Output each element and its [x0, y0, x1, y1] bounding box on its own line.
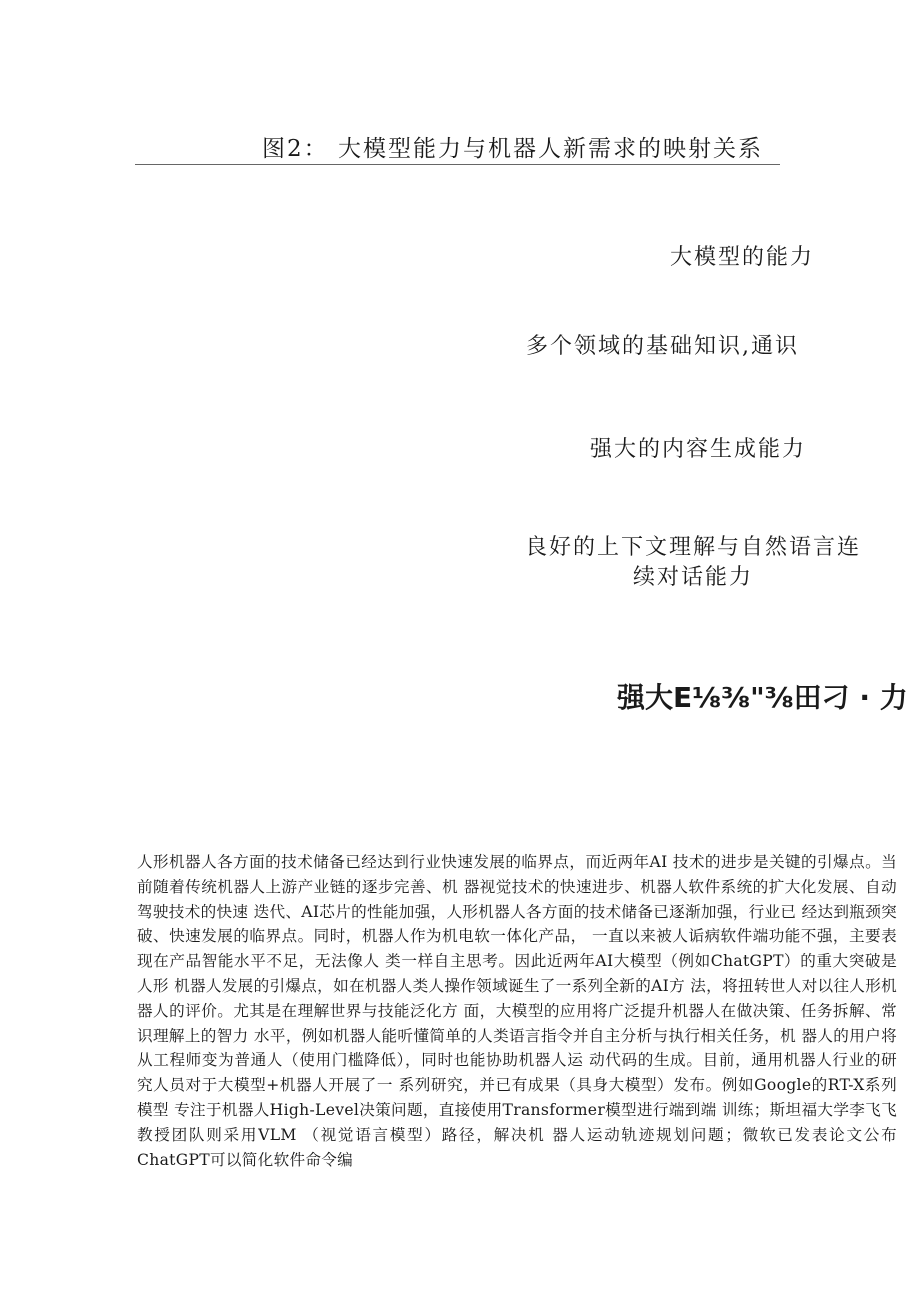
capability-item-content-generation: 强大的内容生成能力 — [590, 437, 807, 462]
capability-heading: 大模型的能力 — [670, 245, 815, 270]
capability-item-context-line1: 良好的上下文理解与自然语言连 — [524, 535, 861, 560]
capability-item-context-understanding — [510, 533, 876, 593]
figure-title: 图2： 大模型能力与机器人新需求的映射关系 — [262, 136, 763, 162]
title-underline — [135, 164, 780, 165]
body-paragraph: 人形机器人各方面的技术储备已经达到行业快速发展的临界点，而近两年AI 技术的进步是关键的引爆点。当前随着传统机器人上游产业链的逐步完善、机 器视觉技术的快速进步、机器人软件系统的扩大化发展、自动驾驶技术的快速 迭代、AI芯片的性能加强，人形机器人各方面的技术储备已逐渐加强，行业已 经达到瓶颈突破、快速发展的临界点。同时，机器人作为机电软一体化产品， 一直以来被人诟病软件端功能不强，主要表现在产品智能水平不足，无法像人 类一样自主思考。因此近两年AI大模型（例如ChatGPT）的重大突破是人形 机器人发展的引爆点，如在机器人类人操作领域诞生了一系列全新的AI方 法，将扭转世人对以往人形机器人的评价。尤其是在理解世界与技能泛化方 面，大模型的应用将广泛提升机器人在做决策、任务拆解、常识理解上的智力 水平，例如机器人能听懂简单的人类语言指令并自主分析与执行相关任务，机 器人的用户将从工程师变为普通人（使用门槛降低），同时也能协助机器人运 动代码的生成。目前，通用机器人行业的研究人员对于大模型+机器人开展了一 系列研究，并已有成果（具身大模型）发布。例如Google的RT-X系列模型 专注于机器人High-Level决策问题，直接使用Transformer模型进行端到端 训练；斯坦福大学李飞飞教授团队则采用VLM （视觉语言模型）路径，解决机 器人运动轨迹规划问题；微软已发表论文公布ChatGPT可以简化软件命令编 — [137, 853, 897, 1169]
capability-item-general-knowledge: 多个领域的基础知识,通识 — [526, 334, 799, 359]
capability-item-garbled: 强大E⅛⅜"⅜田刁 · 力 — [617, 681, 908, 714]
capability-item-context-line2: 续对话能力 — [632, 565, 753, 590]
